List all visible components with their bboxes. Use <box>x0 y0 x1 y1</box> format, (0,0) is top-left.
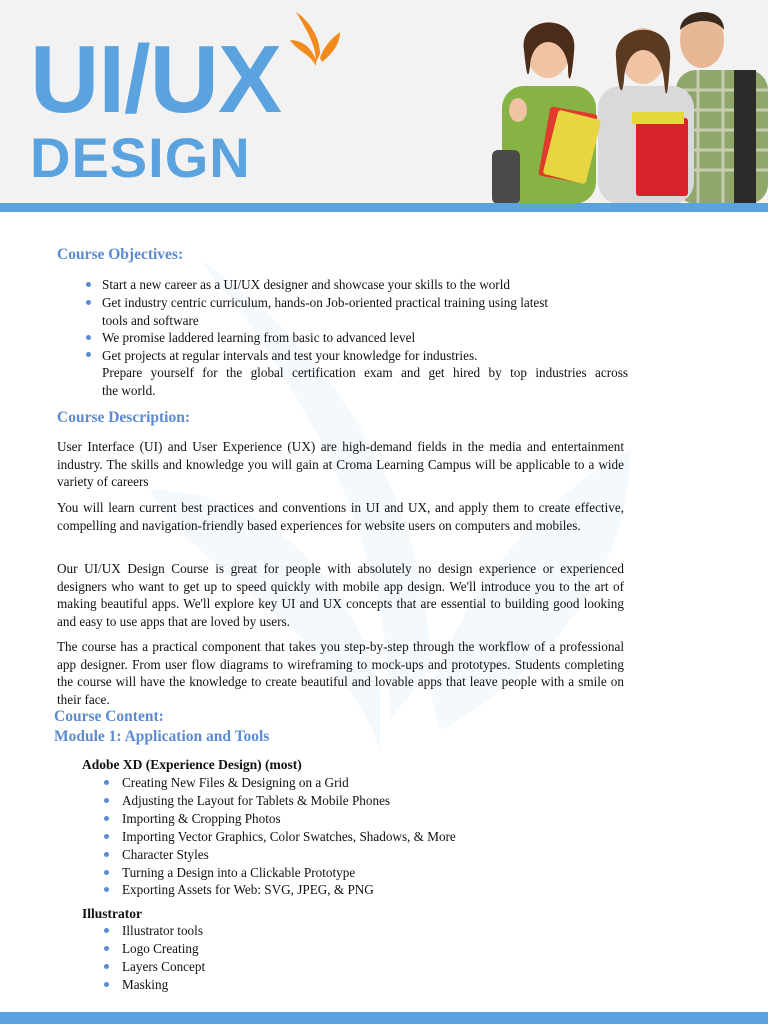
objective-item: Get industry centric curriculum, hands-on Job-oriented practical training using latest <box>102 295 549 310</box>
bullet-icon <box>104 928 109 933</box>
bullet-icon <box>104 870 109 875</box>
bullet-icon <box>86 300 91 305</box>
bullet-icon <box>86 352 91 357</box>
xd-item: Importing Vector Graphics, Color Swatches, Shadows, & More <box>122 829 456 844</box>
header-banner <box>0 0 768 204</box>
xd-item: Character Styles <box>122 847 209 862</box>
illustrator-item: Illustrator tools <box>122 923 203 938</box>
bullet-icon <box>104 887 109 892</box>
xd-subheading: Adobe XD (Experience Design) (most) <box>82 757 302 772</box>
bullet-icon <box>104 780 109 785</box>
xd-item: Creating New Files & Designing on a Grid <box>122 775 349 790</box>
description-paragraph: You will learn current best practices and conventions in UI and UX, and apply them to create effective, compelling and navigation-friendly based experiences for website users on computers and mobiles. <box>57 500 624 533</box>
bullet-icon <box>86 335 91 340</box>
brand-title-design: DESIGN <box>30 126 251 189</box>
bullet-icon <box>104 816 109 821</box>
bullet-icon <box>104 946 109 951</box>
xd-item: Adjusting the Layout for Tablets & Mobile Phones <box>122 793 391 808</box>
illustrator-item: Layers Concept <box>122 959 206 974</box>
illustrator-item: Masking <box>122 977 169 992</box>
module-heading: Module 1: Application and Tools <box>54 728 270 745</box>
description-heading: Course Description: <box>57 409 191 426</box>
objective-item-continued: tools and software <box>102 312 199 328</box>
butterfly-logo-icon <box>286 10 342 70</box>
xd-item: Importing & Cropping Photos <box>122 811 281 826</box>
objective-item-continued: the world. <box>102 382 156 398</box>
description-paragraph: User Interface (UI) and User Experience (UX) are high-demand fields in the media and entertainment industry. The skills and knowledge you will gain at Croma Learning Campus will be applicable to a wide variety of careers <box>57 439 624 489</box>
objective-item: Get projects at regular intervals and test your knowledge for industries. <box>102 347 478 363</box>
description-paragraph: The course has a practical component that takes you step-by-step through the workflow of a professional app designer. From user flow diagrams to wireframing to mock-ups and prototypes. Students completing the course will have the knowledge to create beautiful and lovable apps that leave people with a smile on their face. <box>57 639 624 707</box>
bullet-icon <box>86 282 91 287</box>
content-heading: Course Content: <box>54 708 164 725</box>
objective-item-continued: Prepare yourself for the global certification exam and get hired by top industries across <box>102 365 628 380</box>
description-paragraph: Our UI/UX Design Course is great for people with absolutely no design experience or experienced designers who want to get up to speed quickly with mobile app design. We'll introduce you to the art of making beautiful apps. We'll explore key UI and UX concepts that are essential to building good looking and easy to use apps that are loved by users. <box>57 561 624 629</box>
footer-bar <box>0 1012 768 1024</box>
xd-item: Turning a Design into a Clickable Prototype <box>122 865 356 880</box>
bullet-icon <box>104 852 109 857</box>
objective-item: Start a new career as a UI/UX designer and showcase your skills to the world <box>102 277 510 292</box>
bullet-icon <box>104 834 109 839</box>
students-photo <box>488 0 768 204</box>
brand-title-uiux: UI/UX <box>30 26 282 133</box>
bullet-icon <box>104 964 109 969</box>
objectives-heading: Course Objectives: <box>57 246 184 263</box>
header-divider <box>0 203 768 212</box>
objective-item: We promise laddered learning from basic to advanced level <box>102 330 416 345</box>
illustrator-item: Logo Creating <box>122 941 199 956</box>
xd-item: Exporting Assets for Web: SVG, JPEG, & PNG <box>122 882 374 897</box>
illustrator-subheading: Illustrator <box>82 906 142 921</box>
bullet-icon <box>104 982 109 987</box>
bullet-icon <box>104 798 109 803</box>
